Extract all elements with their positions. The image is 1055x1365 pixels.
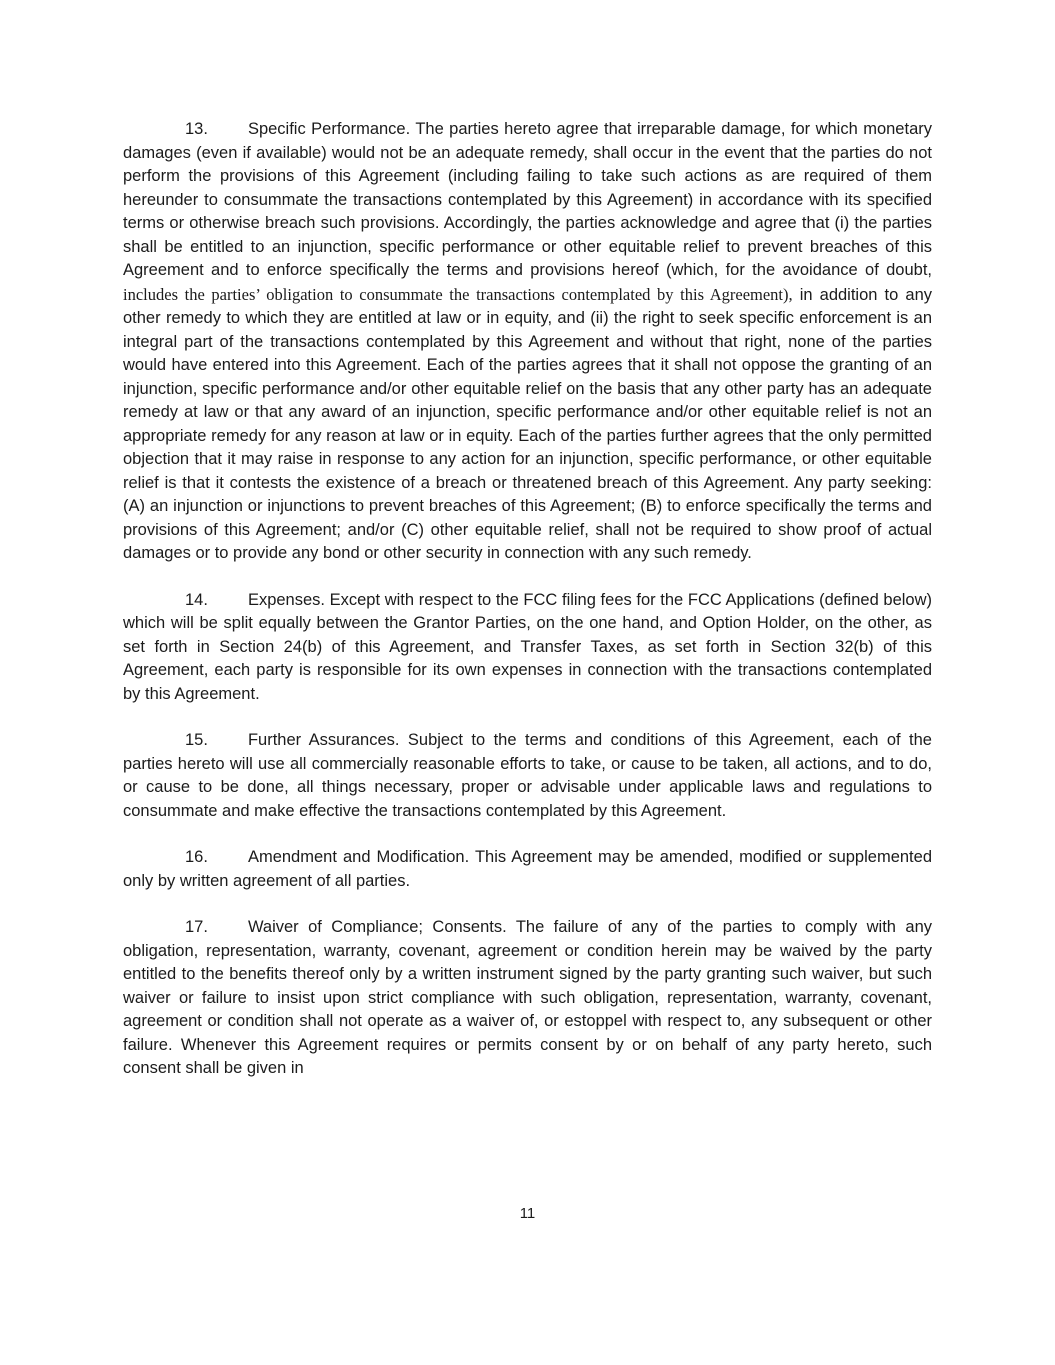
paragraph-section-16 xyxy=(123,846,932,893)
section-text-serif: includes the parties’ obligation to consummate the transactions contemplated by this Agreement), xyxy=(123,284,793,304)
section-text: Further Assurances. Subject to the terms and conditions of this Agreement, each of the parties hereto will use all commercially reasonable efforts to take, or cause to be taken, all actions, and to do, or cause to be done, all things necessary, proper or advisable under applicable laws and regulations to consummate and make effective the transactions contemplated by this Agreement. xyxy=(123,731,932,820)
section-number: 15. xyxy=(185,731,208,749)
paragraph-section-17 xyxy=(123,916,932,1081)
section-text: in addition to any other remedy to which they are entitled at law or in equity, and (ii) the right to seek specific enforcement is an integral part of the transactions contemplated by this Agreement and without that right, none of the parties would have entered into this Agreement. Each of the parties agrees that it shall not oppose the granting of an injunction, specific performance and/or other equitable relief on the basis that any other party has an adequate remedy at law or that any award of an injunction, specific performance and/or other equitable relief is not an appropriate remedy for any reason at law or in equity. Each of the parties further agrees that the only permitted objection that it may raise in response to any action for an injunction, specific performance, or other equitable relief is that it contests the existence of a breach or threatened breach of this Agreement. Any party seeking: (A) an injunction or injunctions to prevent breaches of this Agreement; (B) to enforce specifically the terms and provisions of this Agreement; and/or (C) other equitable relief, shall not be required to show proof of actual damages or to provide any bond or other security in connection with any such remedy. xyxy=(123,285,932,562)
section-text: Specific Performance. The parties hereto agree that irreparable damage, for which monetary damages (even if available) would not be an adequate remedy, shall occur in the event that the parties do not perform the provisions of this Agreement (including failing to take such actions as are required of them hereunder to consummate the transactions contemplated by this Agreement) in accordance with its specified terms or otherwise breach such provisions. Accordingly, the parties acknowledge and agree that (i) the parties shall be entitled to an injunction, specific performance or other equitable relief to prevent breaches of this Agreement and to enforce specifically the terms and provisions hereof (which, for the avoidance of doubt, xyxy=(123,120,932,279)
section-number: 16. xyxy=(185,848,208,866)
section-text: Expenses. Except with respect to the FCC filing fees for the FCC Applications (defined below) which will be split equally between the Grantor Parties, on the one hand, and Option Holder, on the other, as set forth in Section 24(b) of this Agreement, and Transfer Taxes, as set forth in Section 32(b) of this Agreement, each party is responsible for its own expenses in connection with the transactions contemplated by this Agreement. xyxy=(123,590,932,703)
section-number: 17. xyxy=(185,918,208,936)
paragraph-section-14 xyxy=(123,589,932,707)
section-number: 13. xyxy=(185,120,208,138)
page-number: 11 xyxy=(519,1205,536,1222)
paragraph-section-15 xyxy=(123,729,932,823)
section-number: 14. xyxy=(185,590,208,609)
section-text: Waiver of Compliance; Consents. The failure of any of the parties to comply with any obligation, representation, warranty, covenant, agreement or condition herein may be waived by the party entitled to the benefits thereof only by a written instrument signed by the party granting such waiver, but such waiver or failure to insist upon strict compliance with such obligation, representation, warranty, covenant, agreement or condition shall not operate as a waiver of, or estoppel with respect to, any subsequent or other failure. Whenever this Agreement requires or permits consent by or on behalf of any party hereto, such consent shall be given in xyxy=(123,918,932,1077)
paragraph-section-13 xyxy=(123,118,932,566)
document-body xyxy=(123,118,932,1104)
section-text: Amendment and Modification. This Agreement may be amended, modified or supplemented only by written agreement of all parties. xyxy=(123,848,932,890)
